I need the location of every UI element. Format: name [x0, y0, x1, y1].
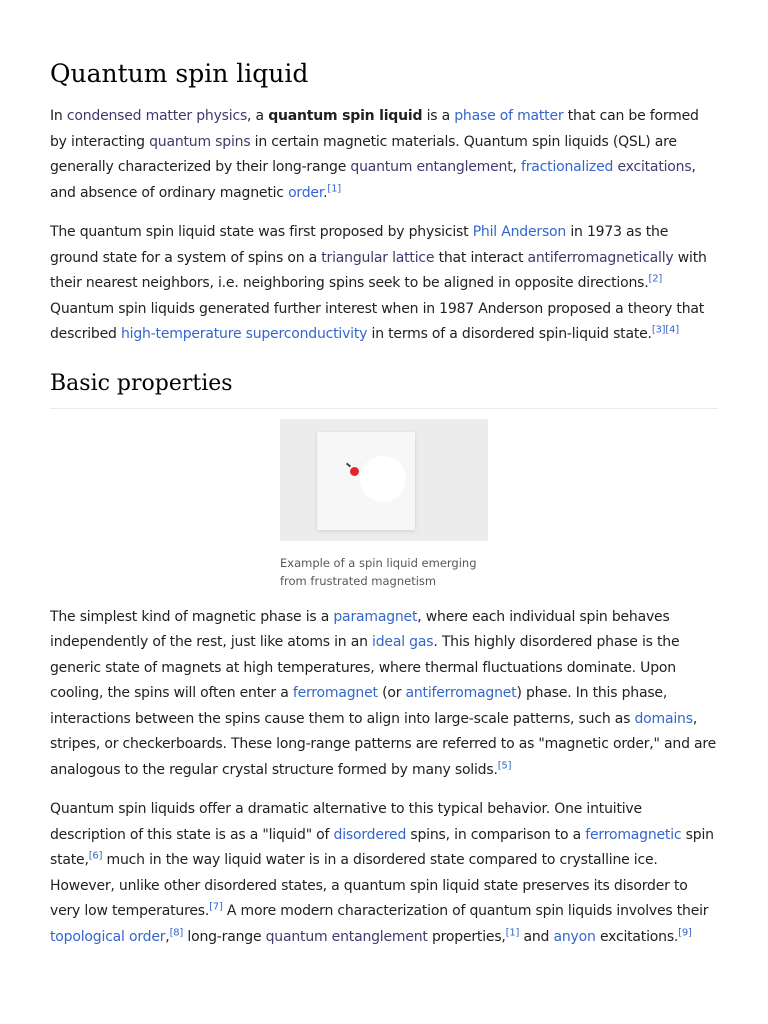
text: , [512, 159, 521, 175]
text: spins, in comparison to a [406, 826, 586, 843]
reference-6-link[interactable]: [6] [88, 850, 103, 862]
link-high-temperature-superconductivity[interactable]: high-temperature superconductivity [120, 326, 368, 342]
text: In [50, 108, 67, 124]
reference-2-link[interactable]: [2] [648, 273, 663, 285]
text: properties, [427, 928, 506, 945]
reference-sup [506, 927, 520, 938]
link-triangular-lattice[interactable]: triangular lattice [321, 249, 435, 266]
text: that can be formed by interacting [50, 108, 699, 150]
figure-circle [360, 456, 406, 502]
link-topological-order[interactable]: topological order [50, 928, 166, 945]
text: long-range [183, 928, 266, 945]
reference-3-link[interactable]: [3] [651, 324, 666, 336]
text: Quantum spin liquids generated further interest when in 1987 Anderson proposed a theory that described [50, 300, 705, 342]
text: in 1973 as the ground state for a system of spins on a [50, 224, 669, 266]
spin-dot-icon [350, 467, 359, 476]
link-order[interactable]: order [288, 184, 324, 201]
reference-5-link[interactable]: [5] [497, 759, 512, 771]
text: The quantum spin liquid state was first proposed by physicist [50, 224, 473, 240]
link-antiferromagnetically[interactable]: antiferromagnetically [527, 249, 674, 266]
section-heading-basic-properties: Basic properties [50, 370, 718, 409]
link-fractionalized[interactable]: fractionalized [521, 159, 614, 175]
body-paragraph-2 [50, 797, 718, 950]
text: , [165, 928, 170, 945]
reference-7-link[interactable]: [7] [209, 901, 223, 913]
text: The simplest kind of magnetic phase is a [50, 608, 334, 625]
text: excitations. [595, 928, 679, 945]
page-title: Quantum spin liquid [50, 59, 309, 88]
reference-1-link[interactable]: [1] [327, 182, 341, 194]
text: . This highly disordered phase is the generic state of magnets at high temperatures, where thermal fluctuations dominate. Upon cooling, the spins will often enter a [50, 634, 680, 701]
link-ferromagnetic[interactable]: ferromagnetic [585, 826, 682, 843]
text: , a [247, 108, 269, 124]
link-quantum-entanglement[interactable]: quantum entanglement [350, 159, 513, 175]
reference-sup [209, 901, 223, 912]
link-disordered[interactable]: disordered [333, 826, 407, 843]
reference-sup [649, 273, 663, 284]
text: , stripes, or checkerboards. These long-range patterns are referred to as "magnetic order," and are analogous to the regular crystal structure formed by many solids. [50, 710, 717, 778]
reference-sup [89, 850, 103, 861]
reference-4-link[interactable]: [4] [665, 324, 679, 336]
text: in terms of a disordered spin-liquid state. [367, 326, 652, 342]
reference-9-link[interactable]: [9] [678, 926, 692, 938]
link-domains[interactable]: domains [634, 710, 693, 727]
figure-panel [317, 432, 415, 530]
reference-sup [498, 760, 512, 771]
reference-1-link[interactable]: [1] [505, 926, 520, 938]
text: A more modern characterization of quantum spin liquids involves their [222, 903, 709, 919]
link-antiferromagnet[interactable]: antiferromagnet [405, 685, 517, 701]
reference-sup [652, 324, 679, 335]
bold-term: quantum spin liquid [268, 108, 423, 124]
text: in certain magnetic materials. Quantum spin liquids (QSL) are generally characterized by their long-range [50, 133, 677, 175]
intro-paragraph-2 [50, 220, 718, 348]
link-ideal-gas[interactable]: ideal gas [372, 634, 434, 650]
text: with their nearest neighbors, i.e. neighboring spins seek to be aligned in opposite directions. [50, 249, 707, 291]
body-paragraph-1 [50, 605, 718, 784]
text: is a [422, 108, 455, 124]
link-paramagnet[interactable]: paramagnet [333, 608, 418, 625]
link-anyon[interactable]: anyon [553, 928, 596, 945]
reference-sup [327, 183, 341, 194]
reference-sup [678, 927, 692, 938]
spin-arrow-icon [346, 462, 351, 467]
text: Quantum spin liquids offer a dramatic alternative to this typical behavior. One intuitive description of this state is as a "liquid" of [50, 801, 642, 843]
text: (or [377, 685, 406, 701]
text: , and absence of ordinary magnetic [50, 159, 696, 201]
link-phil-anderson[interactable]: Phil Anderson [472, 224, 567, 240]
reference-sup [170, 927, 184, 938]
text: , where each individual spin behaves independently of the rest, just like atoms in an [50, 608, 670, 650]
text: that interact [434, 249, 528, 266]
link-ferromagnet[interactable]: ferromagnet [292, 685, 378, 701]
text: and [519, 928, 554, 945]
intro-paragraph-1 [50, 104, 718, 206]
figure [280, 419, 488, 590]
link-quantum-spins[interactable]: quantum spins [149, 133, 251, 150]
figure-caption: Example of a spin liquid emerging from frustrated magnetism [280, 555, 477, 588]
link-condensed-matter-physics[interactable]: condensed matter physics [66, 108, 248, 124]
link-quantum-entanglement[interactable]: quantum entanglement [265, 928, 428, 945]
text: ) phase. In this phase, interactions between the spins cause them to align into large-scale patterns, such as [50, 685, 668, 727]
reference-8-link[interactable]: [8] [169, 926, 184, 938]
text: spin state, [50, 826, 714, 868]
figure-image[interactable] [280, 419, 488, 541]
link-excitations[interactable]: excitations [617, 159, 692, 175]
text: . [323, 184, 328, 201]
text: much in the way liquid water is in a disordered state compared to crystalline ice. However, unlike other disordered states, a quantum spin liquid state preserves its disorder to very low temperatures. [50, 852, 688, 919]
link-phase-of-matter[interactable]: phase of matter [454, 108, 564, 124]
